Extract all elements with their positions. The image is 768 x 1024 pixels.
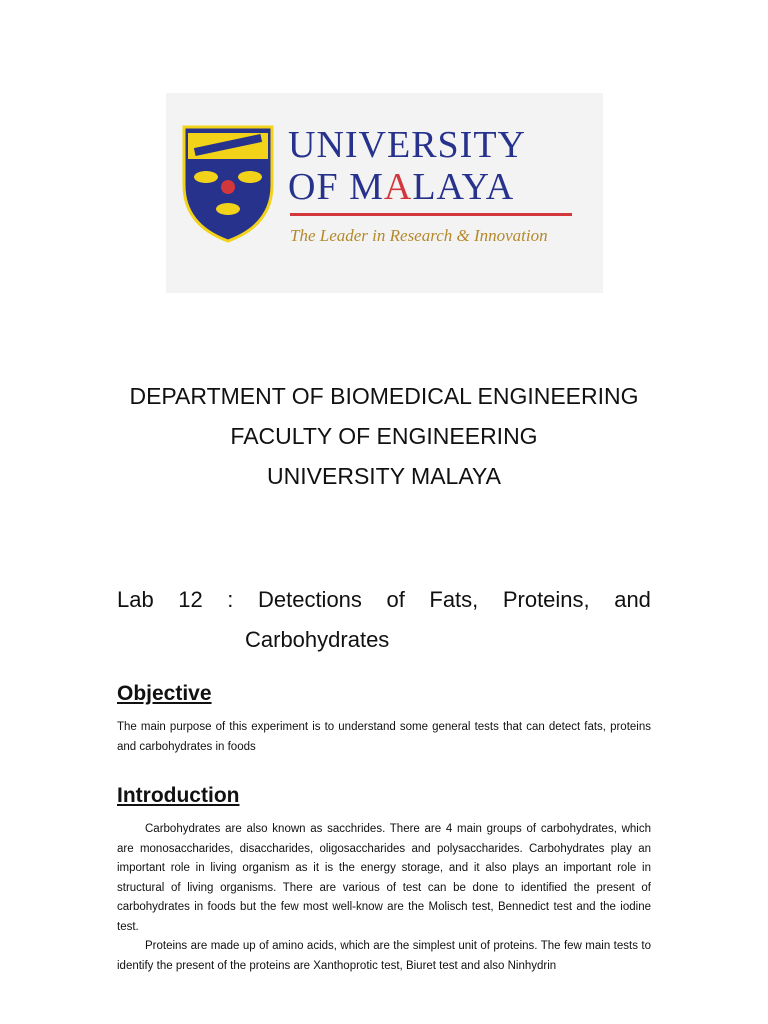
faculty-name: FACULTY OF ENGINEERING [230,423,538,449]
objective-text: The main purpose of this experiment is to understand some general tests that can detect fats, proteins and carbohydrates in foods [117,721,651,753]
lab-title [117,580,651,660]
university-name: UNIVERSITY MALAYA [267,463,501,489]
lab-title-line2: Carbohydrates [245,627,390,652]
university-logo [166,93,603,293]
logo-divider [290,213,572,216]
university-crest-icon [182,125,274,243]
objective-heading: Objective [117,682,212,705]
introduction-heading: Introduction [117,784,240,807]
intro-paragraph: Carbohydrates are also known as sacchrides. There are 4 main groups of carbohydrates, which are monosaccharides, disaccharides, oligosaccharides and polysaccharides. Carbohydrates play an important role in living organism as it is the energy storage, and it also plays an important role in structural of living organisms. There are various of test can be done to identified the present of carbohydrates in foods but the few most well-know are the Molisch test, Bennedict test and the iodine test. [117,823,651,933]
department-header [0,376,768,496]
introduction-body [117,820,651,976]
logo-wordmark-line1: UNIVERSITY [288,124,526,166]
lab-title-line1: Lab 12 : Detections of Fats, Proteins, and [117,587,651,612]
intro-paragraph: Proteins are made up of amino acids, which are the simplest unit of proteins. The few main tests to identify the present of the proteins are Xanthoprotic test, Biuret test and also Ninhydrin [117,940,651,972]
department-name: DEPARTMENT OF BIOMEDICAL ENGINEERING [129,383,639,409]
logo-tagline: The Leader in Research & Innovation [290,226,548,245]
logo-wordmark-line2: OF MALAYA [288,166,515,208]
